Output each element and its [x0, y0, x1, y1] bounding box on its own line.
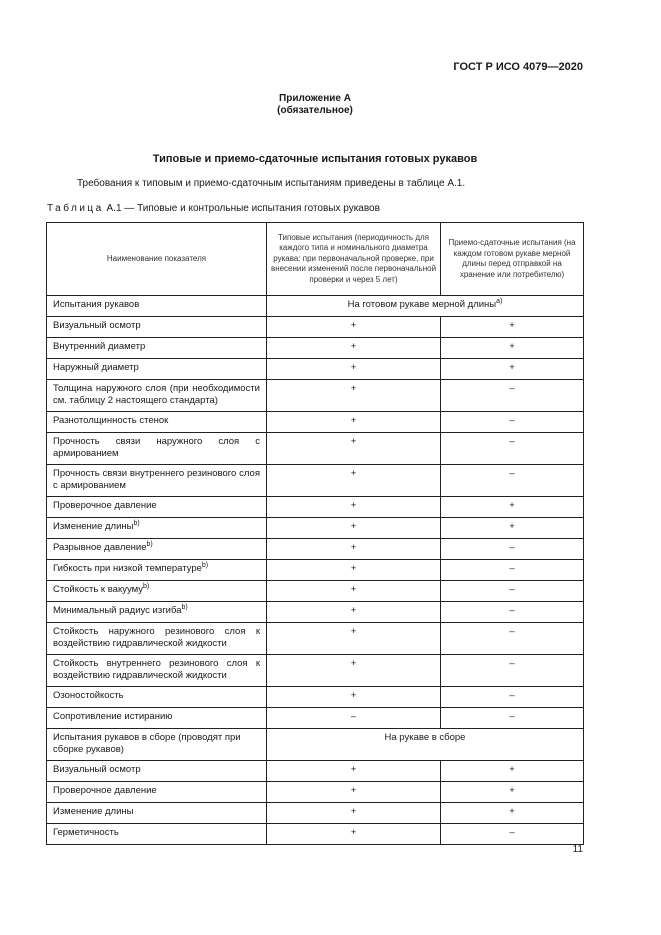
acceptance-test-mark: + [441, 317, 584, 338]
indicator-name: Разнотолщинность стенок [47, 412, 267, 433]
acceptance-test-mark: – [441, 708, 584, 729]
indicator-name: Стойкость к вакууму$^{b)}$ [47, 581, 267, 602]
indicator-name: Проверочное давление [47, 782, 267, 803]
type-test-mark: – [267, 708, 441, 729]
table-row [47, 581, 584, 602]
table-caption [47, 203, 380, 214]
type-test-mark: + [267, 602, 441, 623]
standard-code: ГОСТ Р ИСО 4079—2020 [453, 61, 583, 73]
type-test-mark: + [267, 782, 441, 803]
indicator-name: Проверочное давление [47, 497, 267, 518]
acceptance-test-mark: – [441, 412, 584, 433]
header-acceptance-tests: Приемо-сдаточные испытания (на каждом готовом рукаве мерной длины перед отправкой на хранение или потребителю) [441, 223, 584, 296]
table-row [47, 338, 584, 359]
type-test-mark: + [267, 581, 441, 602]
indicator-name: Минимальный радиус изгиба$^{b)}$ [47, 602, 267, 623]
footnote-mark: b) [143, 582, 150, 590]
type-test-mark: + [267, 317, 441, 338]
acceptance-test-mark: – [441, 623, 584, 655]
indicator-name: Герметичность [47, 824, 267, 845]
indicator-name: Наружный диаметр [47, 359, 267, 380]
table-row [47, 497, 584, 518]
acceptance-test-mark: – [441, 560, 584, 581]
annex-status: (обязательное) [277, 105, 353, 116]
footnote-mark: b) [181, 603, 188, 611]
indicator-name: Стойкость внутреннего резинового слоя к воздействию гидравлической жидкости [47, 655, 267, 687]
indicator-name: Изменение длины [47, 803, 267, 824]
indicator-name: Толщина наружного слоя (при необходимости см. таблицу 2 настоящего стандарта) [47, 380, 267, 412]
table-row [47, 655, 584, 687]
section-title: Типовые и приемо-сдаточные испытания готовых рукавов [152, 153, 478, 165]
table-row [47, 782, 584, 803]
acceptance-test-mark: – [441, 465, 584, 497]
indicator-name: Визуальный осмотр [47, 317, 267, 338]
acceptance-test-mark: + [441, 338, 584, 359]
annex-title: Приложение А [279, 93, 351, 104]
acceptance-test-mark: + [441, 782, 584, 803]
indicator-name: Визуальный осмотр [47, 761, 267, 782]
indicator-name: Внутренний диаметр [47, 338, 267, 359]
indicator-name: Гибкость при низкой температуре$^{b)}$ [47, 560, 267, 581]
table-row [47, 317, 584, 338]
table-row [47, 824, 584, 845]
table-row [47, 359, 584, 380]
indicator-name: Прочность связи наружного слоя с армированием [47, 433, 267, 465]
group-note: На готовом рукаве мерной длины$^{а)}$ [267, 296, 584, 317]
table-row [47, 708, 584, 729]
header-indicator: Наименование показателя [47, 223, 267, 296]
group-label: Испытания рукавов [47, 296, 267, 317]
type-test-mark: + [267, 803, 441, 824]
indicator-name: Озоностойкость [47, 687, 267, 708]
table-row [47, 539, 584, 560]
table-caption-label: А.1 — Типовые и контрольные испытания готовых рукавов [106, 203, 380, 214]
table-row [47, 518, 584, 539]
type-test-mark: + [267, 761, 441, 782]
indicator-name: Изменение длины$^{b)}$ [47, 518, 267, 539]
group-label: Испытания рукавов в сборе (проводят при сборке рукавов) [47, 729, 267, 761]
footnote-mark: b) [146, 540, 153, 548]
group-row-assembly-tests [47, 729, 584, 761]
footnote-mark: а) [496, 297, 503, 305]
acceptance-test-mark: – [441, 539, 584, 560]
acceptance-test-mark: + [441, 803, 584, 824]
acceptance-test-mark: + [441, 497, 584, 518]
table-row [47, 761, 584, 782]
indicator-name: Разрывное давление$^{b)}$ [47, 539, 267, 560]
indicator-name: Стойкость наружного резинового слоя к воздействию гидравлической жидкости [47, 623, 267, 655]
table-row [47, 465, 584, 497]
header-type-tests: Типовые испытания (периодичность для каждого типа и номинального диаметра рукава: при первоначальной проверке, при внесении изменений после первоначальной проверки и через 5 лет) [267, 223, 441, 296]
footnote-mark: b) [201, 561, 209, 569]
acceptance-test-mark: – [441, 380, 584, 412]
acceptance-test-mark: – [441, 581, 584, 602]
table-row [47, 623, 584, 655]
type-test-mark: + [267, 497, 441, 518]
type-test-mark: + [267, 687, 441, 708]
acceptance-test-mark: – [441, 655, 584, 687]
table-caption-word: Таблица [47, 203, 104, 214]
type-test-mark: + [267, 539, 441, 560]
acceptance-test-mark: – [441, 602, 584, 623]
intro-text: Требования к типовым и приемо-сдаточным испытаниям приведены в таблице А.1. [77, 178, 466, 189]
acceptance-test-mark: – [441, 687, 584, 708]
group-row-hose-tests [47, 296, 584, 317]
type-test-mark: + [267, 380, 441, 412]
table-row [47, 602, 584, 623]
group-note: На рукаве в сборе [267, 729, 584, 761]
acceptance-test-mark: + [441, 359, 584, 380]
table-header-row [47, 223, 584, 296]
type-test-mark: + [267, 623, 441, 655]
type-test-mark: + [267, 560, 441, 581]
indicator-name: Прочность связи внутреннего резинового слоя с армированием [47, 465, 267, 497]
table-row [47, 412, 584, 433]
type-test-mark: + [267, 412, 441, 433]
table-row [47, 560, 584, 581]
type-test-mark: + [267, 655, 441, 687]
indicator-name: Сопротивление истиранию [47, 708, 267, 729]
acceptance-test-mark: + [441, 761, 584, 782]
type-test-mark: + [267, 518, 441, 539]
footnote-mark: b) [133, 519, 140, 527]
annex-heading [0, 93, 630, 117]
table-row [47, 380, 584, 412]
type-test-mark: + [267, 359, 441, 380]
page-number: 11 [572, 844, 583, 855]
acceptance-test-mark: + [441, 518, 584, 539]
table-row [47, 687, 584, 708]
type-test-mark: + [267, 433, 441, 465]
type-test-mark: + [267, 824, 441, 845]
type-test-mark: + [267, 338, 441, 359]
table-row [47, 803, 584, 824]
acceptance-test-mark: – [441, 433, 584, 465]
tests-table [46, 222, 584, 845]
table-row [47, 433, 584, 465]
acceptance-test-mark: – [441, 824, 584, 845]
type-test-mark: + [267, 465, 441, 497]
